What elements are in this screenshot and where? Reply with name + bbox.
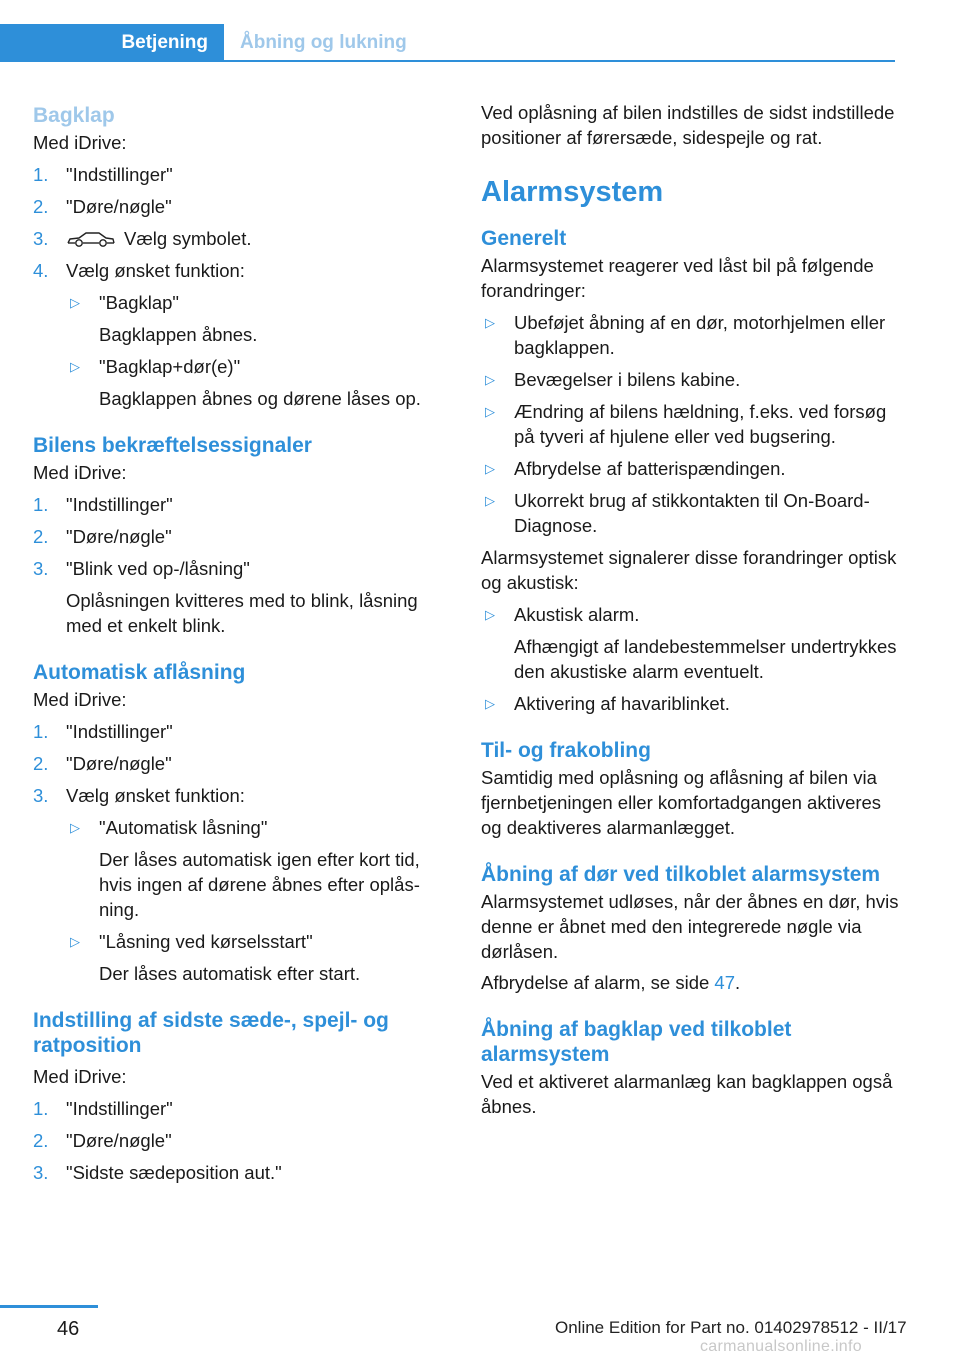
option-label: "Låsning ved kørselsstart"	[99, 931, 313, 952]
step-item	[33, 226, 453, 251]
step-item	[33, 1160, 453, 1185]
triangle-bullet-icon: ▷	[70, 359, 80, 374]
step-item	[33, 1128, 453, 1153]
option-list	[66, 290, 453, 411]
list-text: Ændring af bilens hældning, f.eks. ved forsøg på tyveri af hjulene eller ved bugsering.	[514, 401, 887, 447]
step-item	[33, 719, 453, 744]
step-number: 1.	[33, 1098, 49, 1119]
step-number: 1.	[33, 494, 49, 515]
list-text: Ukorrekt brug af stikkontakten til On-Board-Diagnose.	[514, 490, 870, 536]
step-desc: Oplåsningen kvitteres med to blink, låsning med et enkelt blink.	[66, 590, 418, 636]
step-text: "Sidste sædeposition aut."	[66, 1162, 282, 1183]
heading-aflasning: Automatisk aflåsning	[33, 661, 246, 684]
list-item	[481, 602, 901, 684]
step-text: "Indstillinger"	[66, 721, 173, 742]
heading-bagklap: Bagklap	[33, 104, 115, 127]
ref-text: Afbrydelse af alarm, se side	[481, 972, 715, 993]
section-tab[interactable]: Åbning og lukning	[240, 32, 407, 53]
option-label: "Bagklap+dør(e)"	[99, 356, 241, 377]
step-number: 2.	[33, 526, 49, 547]
triangle-bullet-icon: ▷	[485, 696, 495, 711]
triangle-bullet-icon: ▷	[485, 372, 495, 387]
step-item	[33, 162, 453, 187]
heading-tilfra: Til- og frakobling	[481, 739, 651, 762]
list-item	[481, 691, 901, 716]
page-link[interactable]: 47	[714, 972, 735, 993]
heading-generelt: Generelt	[481, 227, 567, 250]
right-column	[481, 100, 901, 1119]
tilfra-text: Samtidig med oplåsning og aflåsning af bilen via fjernbetjeningen eller komfortadgangen aktiveres og deaktiveres alarmanlægget.	[481, 767, 882, 838]
heading-bagklap-alarm: Åbning af bagklap ved tilkoblet alarmsystem	[481, 1018, 792, 1066]
generelt-text: Alarmsystemet reagerer ved låst bil på følgende forandringer:	[481, 255, 874, 301]
list-text: Akustisk alarm.	[514, 604, 640, 625]
generelt-text2: Alarmsystemet signalerer disse forandringer optisk og akustisk:	[481, 547, 897, 593]
triangle-bullet-icon: ▷	[70, 295, 80, 310]
step-text: "Døre/nøgle"	[66, 753, 172, 774]
intro-ratposition: Med iDrive:	[33, 1066, 127, 1087]
step-text: "Døre/nøgle"	[66, 1130, 172, 1151]
option-desc: Der låses automatisk efter start.	[99, 963, 361, 984]
list-desc: Afhængigt af landebestemmelser undertrykkes den akustiske alarm eventuelt.	[514, 636, 897, 682]
list-text: Ubeføjet åbning af en dør, motorhjelmen eller bagklappen.	[514, 312, 886, 358]
step-number: 3.	[33, 1162, 49, 1183]
option-item	[66, 354, 453, 411]
watermark: carmanualsonline.info	[700, 1338, 862, 1355]
steps-ratposition	[33, 1096, 453, 1185]
step-text: "Døre/nøgle"	[66, 526, 172, 547]
step-text: "Indstillinger"	[66, 164, 173, 185]
step-number: 4.	[33, 260, 49, 281]
step-number: 3.	[33, 785, 49, 806]
triangle-bullet-icon: ▷	[485, 315, 495, 330]
heading-signaler: Bilens bekræftelsessignaler	[33, 434, 312, 457]
list-text: Afbrydelse af batterispændingen.	[514, 458, 786, 479]
step-text: Vælg ønsket funktion:	[66, 785, 245, 806]
heading-alarmsystem: Alarmsystem	[481, 176, 664, 208]
step-text: "Indstillinger"	[66, 1098, 173, 1119]
step-item	[33, 524, 453, 549]
option-item	[66, 815, 453, 922]
dor-reference	[481, 970, 901, 995]
option-item	[66, 290, 453, 347]
step-item	[33, 783, 453, 986]
step-item	[33, 258, 453, 411]
triangle-bullet-icon: ▷	[485, 404, 495, 419]
ref-end: .	[735, 972, 741, 993]
steps-bagklap	[33, 162, 453, 411]
intro-signaler: Med iDrive:	[33, 462, 127, 483]
steps-aflasning	[33, 719, 453, 986]
triangle-bullet-icon: ▷	[70, 820, 80, 835]
option-desc: Der låses automatisk igen efter kort tid, hvis ingen af dørene åbnes efter oplåsning.	[99, 849, 420, 920]
list-item	[481, 367, 901, 392]
step-text: Vælg ønsket funktion:	[66, 260, 245, 281]
list-text: Bevægelser i bilens kabine.	[514, 369, 741, 390]
intro-bagklap: Med iDrive:	[33, 132, 127, 153]
step-item	[33, 1096, 453, 1121]
step-number: 1.	[33, 164, 49, 185]
page-header	[0, 24, 895, 62]
list-item	[481, 488, 901, 538]
step-item	[33, 751, 453, 776]
page-number: 46	[57, 1318, 80, 1340]
chapter-tab[interactable]: Betjening	[0, 24, 224, 62]
list-item	[481, 399, 901, 449]
footer-rule	[0, 1305, 98, 1308]
triangle-bullet-icon: ▷	[485, 461, 495, 476]
left-column	[33, 100, 453, 1192]
option-desc: Bagklappen åbnes.	[99, 324, 258, 345]
list-item	[481, 310, 901, 360]
intro-text: Ved oplåsning af bilen indstilles de sidst indstillede positioner af førersæde, sidespejle og rat.	[481, 102, 895, 148]
option-item	[66, 929, 453, 986]
option-label: "Automatisk låsning"	[99, 817, 268, 838]
heading-ratposition: Indstilling af sidste sæde-, spejl- og ratposition	[33, 1009, 389, 1057]
step-text: "Indstillinger"	[66, 494, 173, 515]
car-icon	[66, 230, 116, 248]
step-number: 3.	[33, 228, 49, 249]
list-item	[481, 456, 901, 481]
heading-dor: Åbning af dør ved tilkoblet alarmsystem	[481, 863, 881, 886]
step-number: 1.	[33, 721, 49, 742]
option-desc: Bagklappen åbnes og dørene låses op.	[99, 388, 421, 409]
edition-text: Online Edition for Part no. 01402978512 - II/17	[555, 1318, 907, 1337]
step-text: "Døre/nøgle"	[66, 196, 172, 217]
step-number: 2.	[33, 753, 49, 774]
list-text: Aktivering af havariblinket.	[514, 693, 730, 714]
triangle-bullet-icon: ▷	[485, 493, 495, 508]
step-number: 2.	[33, 1130, 49, 1151]
change-list	[481, 310, 901, 538]
step-number: 2.	[33, 196, 49, 217]
bagklap-alarm-text: Ved et aktiveret alarmanlæg kan bagklappen også åbnes.	[481, 1071, 893, 1117]
step-item	[33, 556, 453, 638]
steps-signaler	[33, 492, 453, 638]
step-text: Vælg symbolet.	[124, 228, 252, 249]
option-list	[66, 815, 453, 986]
intro-aflasning: Med iDrive:	[33, 689, 127, 710]
triangle-bullet-icon: ▷	[485, 607, 495, 622]
dor-text: Alarmsystemet udløses, når der åbnes en dør, hvis denne er åbnet med den integrerede nøgle via dørlåsen.	[481, 891, 899, 962]
step-item	[33, 194, 453, 219]
signal-list	[481, 602, 901, 716]
triangle-bullet-icon: ▷	[70, 934, 80, 949]
step-number: 3.	[33, 558, 49, 579]
step-item	[33, 492, 453, 517]
option-label: "Bagklap"	[99, 292, 179, 313]
step-text: "Blink ved op-/låsning"	[66, 558, 250, 579]
